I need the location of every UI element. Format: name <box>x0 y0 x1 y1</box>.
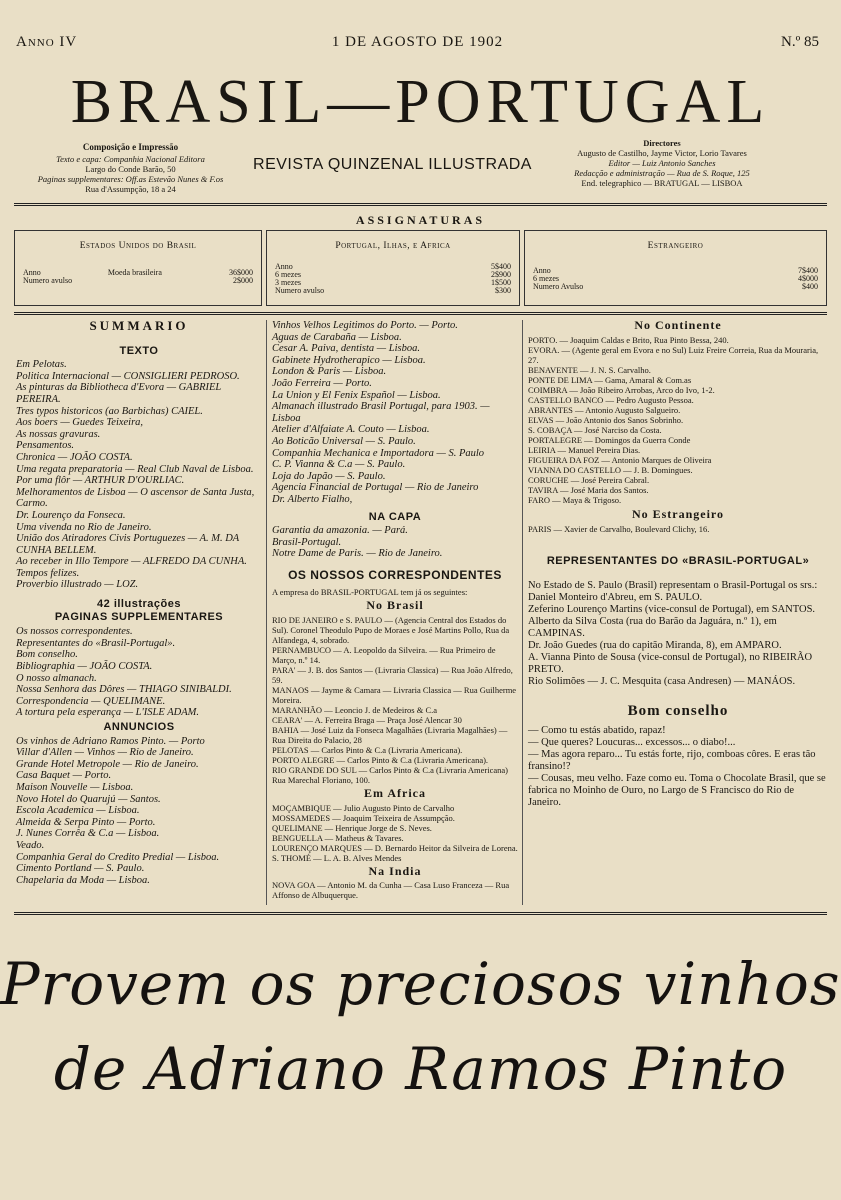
sub-price: $400 <box>802 282 818 291</box>
representantes-title: REPRESENTANTES DO «BRASIL-PORTUGAL» <box>546 555 810 568</box>
list-item: Maison Nouvelle — Lisboa. <box>16 781 134 793</box>
masthead-subtitle: REVISTA QUINZENAL ILLUSTRADA <box>253 156 532 173</box>
list-item: Os nossos correspondentes. <box>16 626 133 638</box>
list-item: Dr. Lourenço da Fonseca. <box>16 509 126 521</box>
subscription-heading: Estrangeiro <box>647 241 704 251</box>
texto-title: TEXTO <box>119 344 159 357</box>
correspondent-entry: BENAVENTE — J. N. S. Carvalho. <box>528 364 651 375</box>
masthead-title: BRASIL—PORTUGAL <box>70 68 771 136</box>
estrangeiro-title: No Estrangeiro <box>631 506 725 521</box>
texto-list <box>16 359 262 591</box>
correspondent-entry: PARA' — J. B. dos Santos — (Livraria Classica) — Rua João Alfredo, 59. <box>272 665 513 686</box>
sub-label: 3 mezes <box>275 278 301 287</box>
list-item: Bom conselho. <box>16 649 78 661</box>
correspondent-entry: MOÇAMBIQUE — Julio Augusto Pinto de Carvalho <box>272 802 455 813</box>
list-item: C. P. Vianna & C.a — S. Paulo. <box>272 459 406 471</box>
sub-label: Anno <box>23 268 41 277</box>
sub-label: Anno <box>533 266 551 275</box>
advert-line-2: de Adriano Ramos Pinto <box>53 1035 788 1103</box>
correspondent-entry: FARO — Maya & Trigoso. <box>528 494 622 505</box>
list-item: Almanach illustrado Brasil Portugal, para 1903. — Lisboa <box>272 401 490 424</box>
subscription-heading: Estados Unidos do Brasil <box>79 241 197 251</box>
sub-price: 36$000 <box>228 268 253 277</box>
brasil-title: No Brasil <box>366 598 424 613</box>
ann2-list <box>272 320 518 506</box>
list-item: O nosso almanach. <box>16 672 97 684</box>
ann-list <box>16 736 262 887</box>
sub-price: 7$400 <box>798 266 818 275</box>
capa-title: NA CAPA <box>368 510 422 523</box>
summario-title: SUMMARIO <box>89 318 189 333</box>
dialogue-line: — Que queres? Loucuras... excessos... o diabo!... <box>528 737 736 749</box>
print-info-line: Paginas supplementares: Off.as Estevão Nunes & F.os <box>37 174 224 184</box>
dialogue-line: — Cousas, meu velho. Faze como eu. Toma o Chocolate Brasil, que se fabrica no Moinho de Ouro, no Largo de S Francisco do Rio de Janeiro. <box>528 773 826 809</box>
representative-entry: Zeferino Lourenço Martins (vice-consul de Portugal), em SANTOS. <box>528 603 816 615</box>
correspondent-entry: COIMBRA — João Ribeiro Arrobas, Arco do Ivo, 1-2. <box>528 384 715 395</box>
sub-label: 6 mezes <box>275 270 301 279</box>
list-item: J. Nunes Corrêa & C.a — Lisboa. <box>16 828 160 840</box>
correspondentes-title: OS NOSSOS CORRESPONDENTES <box>288 567 502 582</box>
list-item: Atelier d'Alfaiate A. Couto — Lisboa. <box>272 424 430 436</box>
list-item: As nossas gravuras. <box>16 428 101 440</box>
capa-list <box>272 525 518 560</box>
list-item: Chronica — JOÃO COSTA. <box>16 451 133 463</box>
correspondent-entry: MOSSAMEDES — Joaquim Teixeira de Assumpção. <box>272 812 455 823</box>
list-item: João Ferreira — Porto. <box>272 377 372 389</box>
divider <box>14 312 827 315</box>
list-item: Melhoramentos de Lisboa — O ascensor de Santa Justa, Carmo. <box>16 486 255 510</box>
correspondent-entry: CORUCHE — José Pereira Cabral. <box>528 474 650 485</box>
sub-label: Anno <box>275 262 293 271</box>
list-item: A tortura pela esperança — L'ISLE ADAM. <box>16 707 199 719</box>
sub-label: Numero avulso <box>275 286 325 295</box>
advert-line-1: Provem os preciosos vinhos <box>0 950 841 1018</box>
correspondent-entry: TAVIRA — José Maria dos Santos. <box>528 484 649 495</box>
subscription-brasil <box>14 230 262 306</box>
representative-entry: Alberto da Silva Costa (rua do Barão da Jaguára, n.º 1), em CAMPINAS. <box>528 615 777 639</box>
top-header <box>16 34 819 56</box>
illustr-count: 42 illustrações <box>97 598 181 611</box>
list-item: Politica Internacional — CONSIGLIERI PEDROSO. <box>16 370 240 382</box>
sub-label: Numero avulso <box>23 276 73 285</box>
continente-title: No Continente <box>634 318 722 332</box>
sub-price: $300 <box>495 286 511 295</box>
correspondent-entry: ABRANTES — Antonio Augusto Salgueiro. <box>528 404 681 415</box>
list-item: As pinturas da Bibliotheca d'Evora — GABRIEL PEREIRA. <box>16 382 222 405</box>
list-item: Chapelaria da Moda — Lisboa. <box>16 874 150 886</box>
corr-intro: A empresa do BRASIL-PORTUGAL tem já os seguintes: <box>272 587 468 598</box>
list-item: Escola Academica — Lisboa. <box>16 805 140 817</box>
list-item: Veado. <box>16 839 45 851</box>
list-item: Os vinhos de Adriano Ramos Pinto. — Porto <box>16 735 205 747</box>
list-item: Vinhos Velhos Legitimos do Porto. — Porto. <box>272 320 458 331</box>
sub-currency: Moeda brasileira <box>107 268 162 277</box>
list-item: Uma vivenda no Rio de Janeiro. <box>16 521 152 533</box>
correspondent-entry: CEARA' — A. Ferreira Braga — Praça José Alencar 30 <box>272 715 462 726</box>
column-rule <box>266 320 267 905</box>
middle-column <box>272 320 518 900</box>
list-item: Em Pelotas. <box>16 359 67 371</box>
representative-entry: Rio Solimões — J. C. Mesquita (casa Andresen) — MANÁOS. <box>528 675 796 687</box>
print-info-title: Composição e Impressão <box>82 142 179 152</box>
estrangeiro-entry: PARIS — Xavier de Carvalho, Boulevard Clichy, 16. <box>528 524 710 535</box>
print-info-line: Largo do Conde Barão, 50 <box>85 164 176 174</box>
correspondent-entry: S. THOMÉ — L. A. B. Alves Mendes <box>272 852 402 863</box>
representative-entry: Daniel Monteiro d'Abreu, em S. PAULO. <box>528 591 703 603</box>
list-item: La Union y El Fenix Español — Lisboa. <box>272 389 441 401</box>
assignaturas-title: ASSIGNATURAS <box>355 213 486 227</box>
list-item: Ao receber in Illo Tempore — ALFREDO DA CUNHA. <box>16 556 247 568</box>
list-item: Garantia da amazonia. — Pará. <box>272 525 408 537</box>
list-item: Villar d'Allen — Vinhos — Rio de Janeiro. <box>16 747 194 759</box>
dialogue-line: — Mas agora reparo... Tu estás forte, rijo, comboas côres. E eras tão fransino!? <box>528 749 816 773</box>
directors-line: Redacção e administração — Rua de S. Roque, 125 <box>574 168 750 178</box>
list-item: Nossa Senhora das Dôres — THIAGO SINIBALDI. <box>16 684 232 696</box>
list-item: Gabinete Hydrotherapico — Lisboa. <box>272 354 426 366</box>
sub-price: 2$900 <box>491 270 511 279</box>
correspondent-entry: ELVAS — João Antonio dos Sanos Sobrinho. <box>528 414 684 425</box>
correspondent-entry: PONTE DE LIMA — Gama, Amaral & Com.as <box>528 374 692 385</box>
correspondent-entry: QUELIMANE — Henrique Jorge de S. Neves. <box>272 822 432 833</box>
list-item: Aos boers — Guedes Teixeira, <box>16 417 144 429</box>
list-item: Loja do Japão — S. Paulo. <box>272 470 386 482</box>
list-item: Correspondencia — QUELIMANE. <box>16 695 166 707</box>
list-item: Notre Dame de Paris. — Rio de Janeiro. <box>272 548 443 560</box>
bom-conselho-dialogue <box>528 725 828 809</box>
directors-title: Directores <box>643 138 681 148</box>
directors-line: End. telegraphico — BRATUGAL — LISBOA <box>581 178 743 188</box>
correspondent-entry: PORTO. — Joaquim Caldas e Brito, Rua Pinto Bessa, 240. <box>528 334 729 345</box>
year-label: Anno IV <box>16 34 78 50</box>
correspondent-entry: PORTO ALEGRE — Carlos Pinto & C.a (Livraria Americana). <box>272 755 489 766</box>
right-column <box>528 320 828 809</box>
list-item: União dos Atiradores Civis Portuguezes — A. M. DA CUNHA BELLEM. <box>16 533 240 556</box>
sub-price: 4$000 <box>798 274 818 283</box>
subscription-portugal <box>266 230 520 306</box>
list-item: Almeida & Serpa Pinto — Porto. <box>16 816 156 828</box>
correspondent-entry: S. COBAÇA — José Narciso da Costa. <box>528 424 662 435</box>
divider <box>14 203 827 206</box>
representative-entry: A. Vianna Pinto de Sousa (vice-consul de Portugal), no RIBEIRÃO PRETO. <box>528 651 813 675</box>
correspondent-entry: PERNAMBUCO — A. Leopoldo da Silveira. — Rua Primeiro de Março, n.º 14. <box>272 645 496 666</box>
correspondent-entry: PORTALEGRE — Domingos da Guerra Conde <box>528 434 691 445</box>
ann-title: ANNUNCIOS <box>103 721 175 733</box>
list-item: Brasil-Portugal. <box>272 536 342 548</box>
list-item: Por uma flôr — ARTHUR D'OURLIAC. <box>16 475 185 487</box>
list-item: Agencia Financial de Portugal — Rio de Janeiro <box>272 482 479 494</box>
africa-list <box>272 803 518 863</box>
directors-line: Augusto de Castilho, Jayme Victor, Lorio Tavares <box>577 148 747 158</box>
subscription-heading: Portugal, Ilhas, e Africa <box>335 241 451 251</box>
pag-list <box>16 626 262 719</box>
brasil-list <box>272 615 518 785</box>
sub-price: 5$400 <box>491 262 511 271</box>
correspondent-entry: NOVA GOA — Antonio M. da Cunha — Casa Luso Franceza — Rua Affonso de Albuquerque. <box>272 880 510 901</box>
list-item: Proverbio illustrado — LOZ. <box>16 579 139 591</box>
correspondent-entry: PELOTAS — Carlos Pinto & C.a (Livraria Americana). <box>272 745 463 756</box>
india-list <box>272 880 518 900</box>
print-info-line: Texto e capa: Companhia Nacional Editora <box>56 154 205 164</box>
list-item: Ao Boticão Universal — S. Paulo. <box>272 435 416 447</box>
list-item: Tempos felizes. <box>16 567 80 579</box>
sub-price: 1$500 <box>491 278 511 287</box>
list-item: Representantes do «Brasil-Portugal». <box>16 637 176 649</box>
list-item: Bibliographia — JOÃO COSTA. <box>16 661 153 673</box>
rep-list <box>528 592 828 688</box>
continente-list <box>528 335 828 505</box>
correspondent-entry: VIANNA DO CASTELLO — J. B. Domingues. <box>528 464 693 475</box>
list-item: Companhia Mechanica e Importadora — S. Paulo <box>272 447 485 459</box>
print-info <box>18 142 243 194</box>
divider <box>14 912 827 915</box>
list-item: Dr. Alberto Fialho, <box>272 493 353 505</box>
list-item: Cesar A. Paiva, dentista — Lisboa. <box>272 343 420 355</box>
sub-label: Numero Avulso <box>533 282 584 291</box>
correspondent-entry: BENGUELLA — Matheus & Tavares. <box>272 832 404 843</box>
rep-intro: No Estado de S. Paulo (Brasil) representam o Brasil-Portugal os srs.: <box>528 579 818 591</box>
print-info-line: Rua d'Assumpção, 18 a 24 <box>85 184 176 194</box>
bom-conselho-title: Bom conselho <box>627 702 729 719</box>
africa-title: Em Africa <box>364 786 426 801</box>
list-item: Pensamentos. <box>16 440 75 452</box>
correspondent-entry: FIGUEIRA DA FOZ — Antonio Marques de Oliveira <box>528 454 712 465</box>
correspondent-entry: MANAOS — Jayme & Camara — Livraria Classica — Rua Guilherme Moreira. <box>272 685 517 706</box>
list-item: Companhia Geral do Credito Predial — Lisboa. <box>16 851 220 863</box>
list-item: Casa Baquet — Porto. <box>16 770 112 782</box>
india-title: Na India <box>368 863 422 878</box>
list-item: Uma regata preparatoria — Real Club Naval de Lisboa. <box>16 463 254 475</box>
issue-date: 1 DE AGOSTO DE 1902 <box>331 34 504 50</box>
subscription-estrangeiro <box>524 230 827 306</box>
sub-price: 2$000 <box>232 276 253 285</box>
list-item: Tres typos historicos (ao Barbichas) CAIEL. <box>16 405 203 417</box>
column-rule <box>522 320 523 905</box>
correspondent-entry: EVORA. — (Agente geral em Evora e no Sul) Luiz Freire Correia, Rua da Mouraria, 27. <box>528 344 819 365</box>
directors-info <box>548 138 776 188</box>
list-item: Novo Hotel do Quarujú — Santos. <box>16 793 161 805</box>
summario-column <box>16 320 262 886</box>
representative-entry: Dr. João Guedes (rua do capitão Miranda, 8), em AMPARO. <box>528 639 782 651</box>
correspondent-entry: CASTELLO BANCO — Pedro Augusto Pessoa. <box>528 394 694 405</box>
correspondent-entry: BAHIA — José Luiz da Fonseca Magalhães (Livraria Magalhães) — Rua Direita do Palacio, 28 <box>272 725 508 746</box>
sub-label: 6 mezes <box>533 274 559 283</box>
list-item: Cimento Portland — S. Paulo. <box>16 863 145 875</box>
list-item: Aguas de Carabaña — Lisboa. <box>272 331 402 343</box>
list-item: London & Paris — Lisboa. <box>272 366 387 378</box>
correspondent-entry: RIO GRANDE DO SUL — Carlos Pinto & C.a (Livraria Americana) Rua Marechal Floriano, 100. <box>272 765 508 786</box>
correspondent-entry: LEIRIA — Manuel Pereira Dias. <box>528 444 641 455</box>
dialogue-line: — Como tu estás abatido, rapaz! <box>528 725 666 737</box>
issue-number: N.º 85 <box>781 34 819 50</box>
correspondent-entry: LOURENÇO MARQUES — D. Bernardo Heitor da Silveira de Lorena. <box>272 842 518 853</box>
correspondent-entry: MARANHÃO — Leoncio J. de Medeiros & C.a <box>272 705 438 716</box>
directors-line: Editor — Luiz Antonio Sanches <box>608 158 716 168</box>
correspondent-entry: RIO DE JANEIRO e S. PAULO — (Agencia Central dos Estados do Sul). Coronel Theodulo Pupo de Moraes e José Martins Pollo, Rua da Alfandega, 4, sobrado. <box>272 615 510 646</box>
pag-title: PAGINAS SUPPLEMENTARES <box>54 610 224 623</box>
list-item: Grande Hotel Metropole — Rio de Janeiro. <box>16 758 199 770</box>
